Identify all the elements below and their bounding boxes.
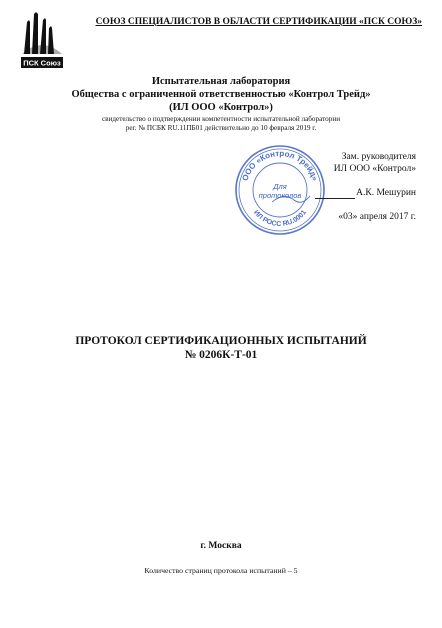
signer-name: А.К. Мешурин <box>356 188 416 198</box>
svg-text:протоколов: протоколов <box>258 191 302 200</box>
protocol-title-line: ПРОТОКОЛ СЕРТИФИКАЦИОННЫХ ИСПЫТАНИЙ <box>75 335 367 347</box>
svg-text:ООО «Контрол Трейд»: ООО «Контрол Трейд» <box>240 148 320 183</box>
lab-block <box>40 75 402 133</box>
approver-organization: ИЛ ООО «Контрол» <box>333 164 416 174</box>
psk-soyuz-logo <box>18 10 66 70</box>
approver-position: Зам. руководителя <box>341 152 416 162</box>
lab-short-name: (ИЛ ООО «Контрол») <box>169 102 273 113</box>
signature-underline <box>315 188 355 199</box>
svg-text:ПСК Союз: ПСК Союз <box>23 58 61 68</box>
approval-block <box>300 151 416 223</box>
protocol-number: № 0206К-Т-01 <box>184 349 258 361</box>
protocol-title <box>30 334 412 362</box>
lab-registration: рег. № ПСБК RU.11ПБ01 действительно до 10 февраля 2019 г. <box>125 124 317 132</box>
union-name: СОЮЗ СПЕЦИАЛИСТОВ В ОБЛАСТИ СЕРТИФИКАЦИИ «ПСК СОЮЗ» <box>95 17 422 27</box>
lab-certificate: свидетельство о подтверждении компетентности испытательной лаборатории <box>101 115 341 123</box>
svg-text:ИЛ РОСС RU.0001: ИЛ РОСС RU.0001 <box>252 209 308 229</box>
signature-line <box>300 187 416 199</box>
lab-title: Испытательная лаборатория <box>151 76 291 87</box>
page-count: Количество страниц протокола испытаний – 5 <box>144 566 298 575</box>
lab-company: Общества с ограниченной ответственностью «Контрол Трейд» <box>71 89 371 100</box>
approval-date: «03» апреля 2017 г. <box>338 212 416 222</box>
svg-text:Для: Для <box>273 182 287 191</box>
city: г. Москва <box>200 541 242 551</box>
